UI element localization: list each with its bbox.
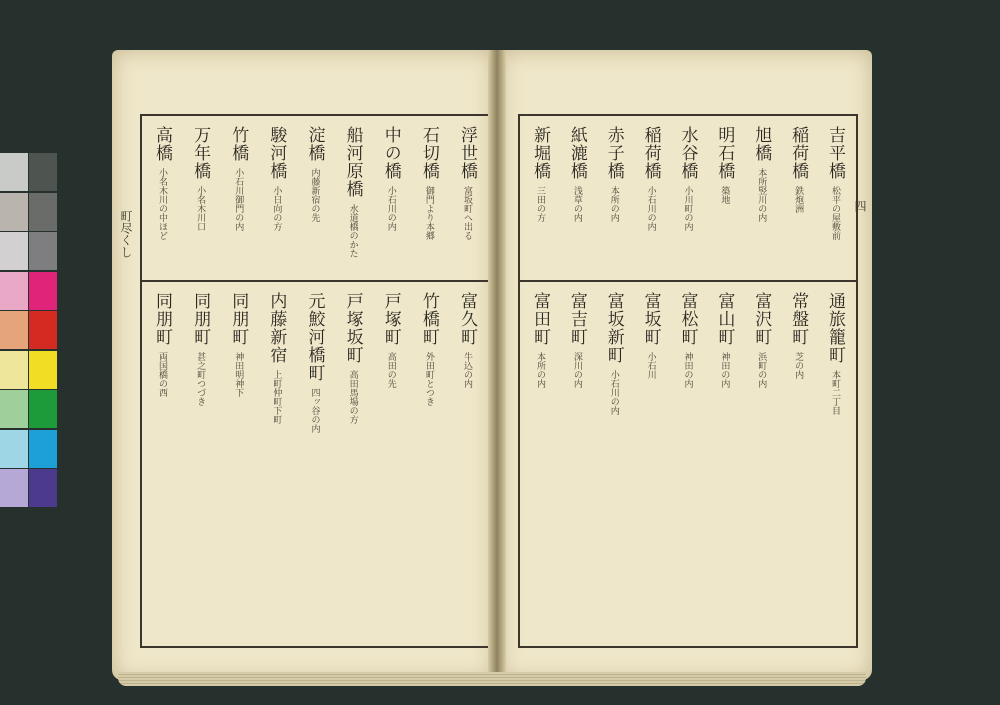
register-entry <box>379 126 404 274</box>
register-entry <box>303 126 328 274</box>
entry-annotation: 深川の内 <box>571 352 582 388</box>
entry-annotation: 甚之町つづき <box>195 352 206 406</box>
register-entry <box>150 126 175 274</box>
left-page-frame <box>140 114 490 648</box>
right-upper-register <box>528 126 848 274</box>
register-entry <box>341 292 366 637</box>
entry-name: 吉平橋 <box>825 126 845 180</box>
color-swatch <box>29 232 57 270</box>
register-entry <box>417 126 442 274</box>
open-book <box>112 44 872 688</box>
entry-annotation: 神田明神下 <box>233 352 244 397</box>
entry-name: 浮世橋 <box>457 126 477 180</box>
register-entry <box>676 126 701 274</box>
entry-annotation: 本所の内 <box>608 186 619 222</box>
color-swatch <box>0 430 28 468</box>
entry-name: 富山町 <box>714 292 735 346</box>
entry-name: 富坂新町 <box>603 292 624 364</box>
entry-name: 同朋町 <box>152 292 172 346</box>
entry-annotation: 外田町とつき <box>423 352 434 406</box>
entry-annotation: 小名木川口 <box>195 186 206 231</box>
register-entry <box>150 292 175 637</box>
entry-annotation: 上町仲町下町 <box>271 370 282 424</box>
entry-name: 淀橋 <box>304 126 325 162</box>
entry-name: 万年橋 <box>190 126 211 180</box>
entry-name: 元鮫河橋町 <box>304 292 325 382</box>
color-swatch <box>0 232 28 270</box>
color-swatch <box>29 430 57 468</box>
entry-name: 新堀橋 <box>530 126 550 180</box>
register-entry <box>188 292 213 637</box>
color-swatch <box>0 193 28 231</box>
entry-annotation: 四ッ谷の内 <box>309 388 320 433</box>
entry-annotation: 芝の内 <box>793 352 804 379</box>
entry-name: 明石橋 <box>714 126 735 180</box>
entry-annotation: 小日向の方 <box>271 186 282 231</box>
entry-name: 紙漉橋 <box>566 126 587 180</box>
color-swatch <box>29 311 57 349</box>
entry-annotation: 浜町の内 <box>756 352 767 388</box>
register-entry <box>639 292 664 637</box>
left-upper-register <box>150 126 480 274</box>
register-entry <box>565 292 590 637</box>
color-swatch <box>0 311 28 349</box>
entry-annotation: 浅草の内 <box>571 186 582 222</box>
register-entry <box>749 292 774 637</box>
entry-annotation: 小石川 <box>645 352 656 379</box>
entry-annotation: 御門より本郷 <box>423 186 434 240</box>
entry-name: 富田町 <box>530 292 550 346</box>
register-entry <box>303 292 328 637</box>
register-entry <box>455 292 480 637</box>
entry-annotation: 鉄炮洲 <box>793 186 804 213</box>
right-page-frame <box>518 114 858 648</box>
right-lower-register <box>528 292 848 637</box>
left-lower-register <box>150 292 480 637</box>
register-entry <box>264 292 289 637</box>
color-swatch <box>29 272 57 310</box>
register-entry <box>565 126 590 274</box>
left-page-margin-title: 町尽くし <box>119 210 133 258</box>
entry-annotation: 富坂町へ出る <box>462 186 472 240</box>
entry-name: 内藤新宿 <box>266 292 287 364</box>
color-swatch <box>29 351 57 389</box>
color-swatch <box>0 272 28 310</box>
left-page <box>112 50 494 680</box>
entry-name: 中の橋 <box>380 126 401 180</box>
color-swatch <box>0 351 28 389</box>
entry-annotation: 小石川の内 <box>385 186 396 231</box>
entry-annotation: 築地 <box>719 186 730 204</box>
right-page-margin-title: 四 <box>853 200 867 212</box>
register-entry <box>823 126 848 274</box>
register-entry <box>639 126 664 274</box>
register-entry <box>264 126 289 274</box>
register-entry <box>188 126 213 274</box>
register-entry <box>528 126 553 274</box>
entry-annotation: 高田馬場の方 <box>347 370 358 424</box>
book-gutter <box>488 50 506 680</box>
entry-name: 同朋町 <box>228 292 249 346</box>
register-entry <box>712 126 737 274</box>
register-entry <box>528 292 553 637</box>
entry-annotation: 本所の内 <box>535 352 545 388</box>
color-swatch <box>29 390 57 428</box>
entry-name: 竹橋 <box>228 126 249 162</box>
register-entry <box>786 126 811 274</box>
entry-annotation: 小石川の内 <box>608 370 619 415</box>
register-entry <box>417 292 442 637</box>
entry-name: 戸塚町 <box>380 292 401 346</box>
entry-annotation: 牛込の内 <box>462 352 472 388</box>
entry-name: 戸塚坂町 <box>342 292 363 364</box>
right-page <box>500 50 872 680</box>
entry-name: 高橋 <box>152 126 172 162</box>
register-entry <box>749 126 774 274</box>
entry-annotation: 本所竪川の内 <box>756 168 767 222</box>
entry-name: 竹橋町 <box>418 292 439 346</box>
entry-name: 常盤町 <box>788 292 809 346</box>
entry-annotation: 内藤新宿の先 <box>309 168 320 222</box>
register-entry <box>226 126 251 274</box>
entry-name: 稲荷橋 <box>788 126 809 180</box>
register-entry <box>226 292 251 637</box>
register-entry <box>602 292 627 637</box>
entry-annotation: 神田の内 <box>719 352 730 388</box>
entry-name: 船河原橋 <box>342 126 363 198</box>
entry-name: 稲荷橋 <box>640 126 661 180</box>
register-entry <box>602 126 627 274</box>
entry-annotation: 神田の内 <box>682 352 693 388</box>
register-entry <box>676 292 701 637</box>
entry-name: 石切橋 <box>418 126 439 180</box>
register-entry <box>455 126 480 274</box>
entry-name: 水谷橋 <box>677 126 698 180</box>
entry-annotation: 松平の屋敷前 <box>830 186 840 240</box>
entry-name: 赤子橋 <box>603 126 624 180</box>
entry-annotation: 三田の方 <box>535 186 545 222</box>
register-entry <box>341 126 366 274</box>
entry-annotation: 両国橋の西 <box>157 352 167 397</box>
color-swatch <box>29 193 57 231</box>
color-swatch <box>0 469 28 507</box>
entry-name: 同朋町 <box>190 292 211 346</box>
entry-name: 旭橋 <box>751 126 772 162</box>
register-entry <box>712 292 737 637</box>
entry-name: 富久町 <box>457 292 477 346</box>
entry-annotation: 本町二丁目 <box>830 370 840 415</box>
register-divider <box>520 280 856 282</box>
entry-name: 富吉町 <box>566 292 587 346</box>
entry-name: 富坂町 <box>640 292 661 346</box>
color-swatch <box>0 153 28 191</box>
color-swatch <box>29 153 57 191</box>
entry-name: 駿河橋 <box>266 126 287 180</box>
entry-name: 富沢町 <box>751 292 772 346</box>
entry-annotation: 小石川の内 <box>645 186 656 231</box>
entry-annotation: 小川町の内 <box>682 186 693 231</box>
color-swatch <box>0 390 28 428</box>
entry-annotation: 水道橋のかた <box>347 204 358 258</box>
register-divider <box>142 280 488 282</box>
color-swatch <box>29 469 57 507</box>
page-edges <box>118 672 866 686</box>
register-entry <box>823 292 848 637</box>
entry-annotation: 小名木川の中ほど <box>157 168 167 240</box>
register-entry <box>379 292 404 637</box>
color-calibration-strip <box>0 153 58 509</box>
register-entry <box>786 292 811 637</box>
entry-annotation: 高田の先 <box>385 352 396 388</box>
entry-name: 通旅籠町 <box>825 292 845 364</box>
entry-annotation: 小石川御門の内 <box>233 168 244 231</box>
entry-name: 富松町 <box>677 292 698 346</box>
